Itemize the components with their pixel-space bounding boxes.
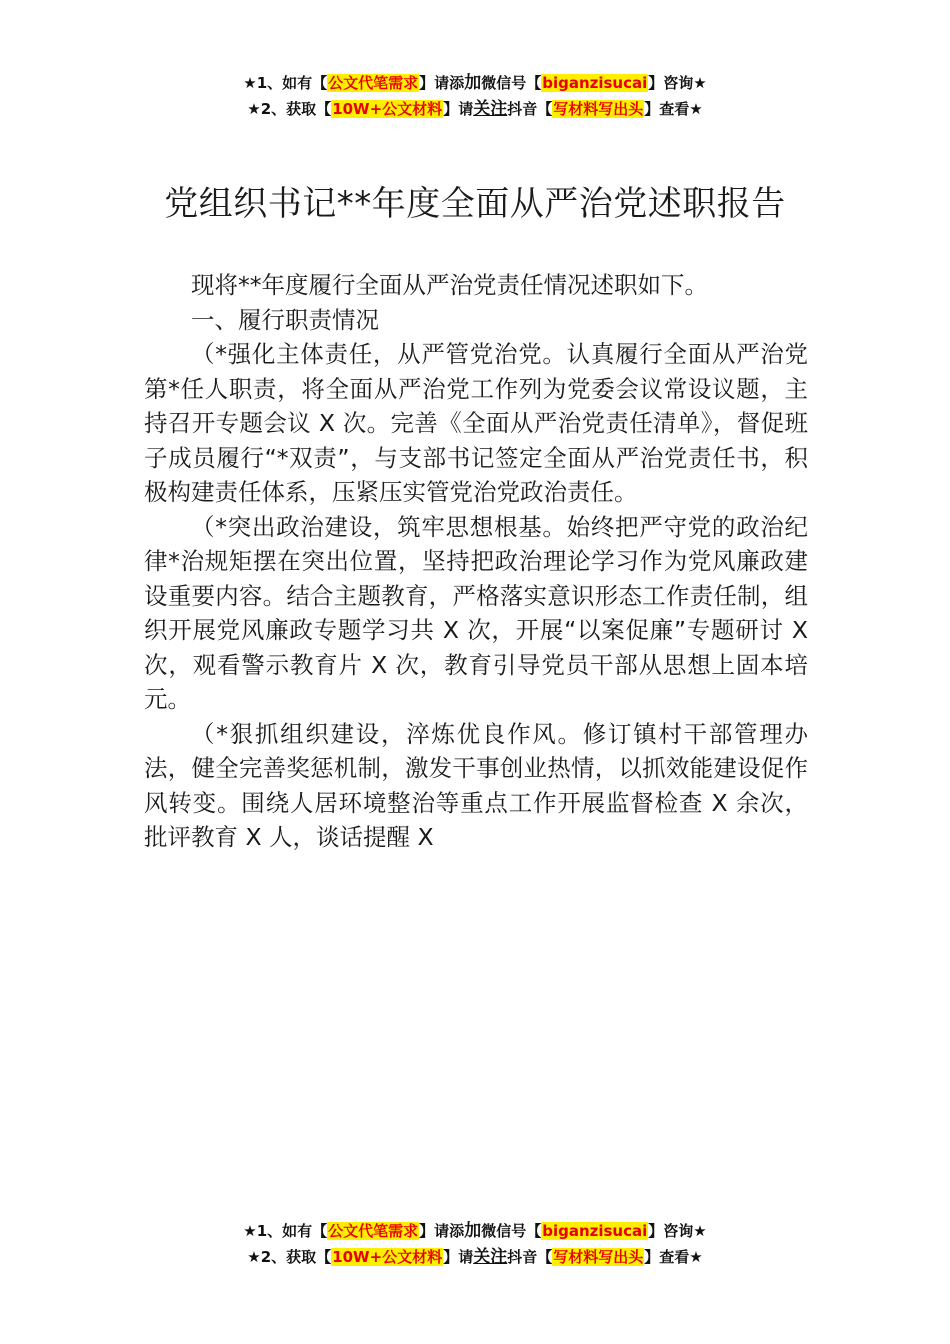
banner-text: 抖音【 (507, 100, 553, 118)
intro-paragraph: 现将**年度履行全面从严治党责任情况述职如下。 (191, 271, 708, 299)
banner-text-emphasis: 加 (464, 1221, 482, 1241)
banner-text: 】请添 (419, 74, 465, 92)
banner-highlight-douyin-account: 写材料写出头 (553, 100, 644, 118)
banner-text-emphasis: 关注 (473, 1247, 508, 1267)
banner-line-1 (0, 1218, 950, 1244)
banner-text: 抖音【 (507, 1248, 553, 1266)
banner-highlight-materials: 10W+公文材料 (332, 1248, 443, 1266)
banner-text-emphasis: 关注 (473, 99, 508, 119)
banner-text: 】咨询★ (648, 74, 707, 92)
document-title: 党组织书记**年度全面从严治党述职报告 (164, 184, 786, 224)
banner-text: 】请添 (419, 1222, 465, 1240)
body-paragraph-3: （*狠抓组织建设，淬炼优良作风。修订镇村干部管理办法，健全完善奖惩机制，激发干事创业热情，以抓效能建设促作风转变。围绕人居环境整治等重点工作开展监督检查 X 余次，批评教育 X 人，谈话提醒 X (144, 719, 808, 851)
banner-text: ★1、如有【 (243, 1222, 328, 1240)
banner-text: 】请 (443, 100, 474, 118)
section-heading: 一、履行职责情况 (191, 305, 379, 334)
body-paragraph-2: （*突出政治建设，筑牢思想根基。始终把严守党的政治纪律*治规矩摆在突出位置，坚持把政治理论学习作为党风廉政建设重要内容。结合主题教育，严格落实意识形态工作责任制，组织开展党风廉政专题学习共 X 次，开展“以案促廉”专题研讨 X 次，观看警示教育片 X 次，教育引导党员干部从思想上固本培元。 (144, 512, 808, 713)
banner-highlight-wechat-id: biganzisucai (542, 74, 648, 92)
document-body (144, 268, 808, 855)
banner-line-2 (0, 1244, 950, 1270)
banner-highlight-service: 公文代笔需求 (328, 1222, 419, 1240)
banner-text: 】请 (443, 1248, 474, 1266)
banner-highlight-wechat-id: biganzisucai (542, 1222, 648, 1240)
banner-highlight-douyin-account: 写材料写出头 (553, 1248, 644, 1266)
header-banner (0, 70, 950, 122)
banner-text: 】查看★ (644, 100, 703, 118)
body-paragraph-1: （*强化主体责任，从严管党治党。认真履行全面从严治党第*任人职责，将全面从严治党工作列为党委会议常设议题，主持召开专题会议 X 次。完善《全面从严治党责任清单》，督促班子成员履行“*双责”，与支部书记签定全面从严治党责任书，积极构建责任体系，压紧压实管党治党政治责任。 (144, 340, 808, 506)
banner-text: 】咨询★ (648, 1222, 707, 1240)
banner-text: 微信号【 (481, 1222, 542, 1240)
banner-text: ★2、获取【 (247, 1248, 332, 1266)
footer-banner (0, 1218, 950, 1270)
banner-text: ★2、获取【 (247, 100, 332, 118)
banner-line-1 (0, 70, 950, 96)
banner-line-2 (0, 96, 950, 122)
banner-highlight-materials: 10W+公文材料 (332, 100, 443, 118)
banner-text-emphasis: 加 (464, 73, 482, 93)
banner-text: ★1、如有【 (243, 74, 328, 92)
banner-text: 微信号【 (481, 74, 542, 92)
banner-highlight-service: 公文代笔需求 (328, 74, 419, 92)
banner-text: 】查看★ (644, 1248, 703, 1266)
